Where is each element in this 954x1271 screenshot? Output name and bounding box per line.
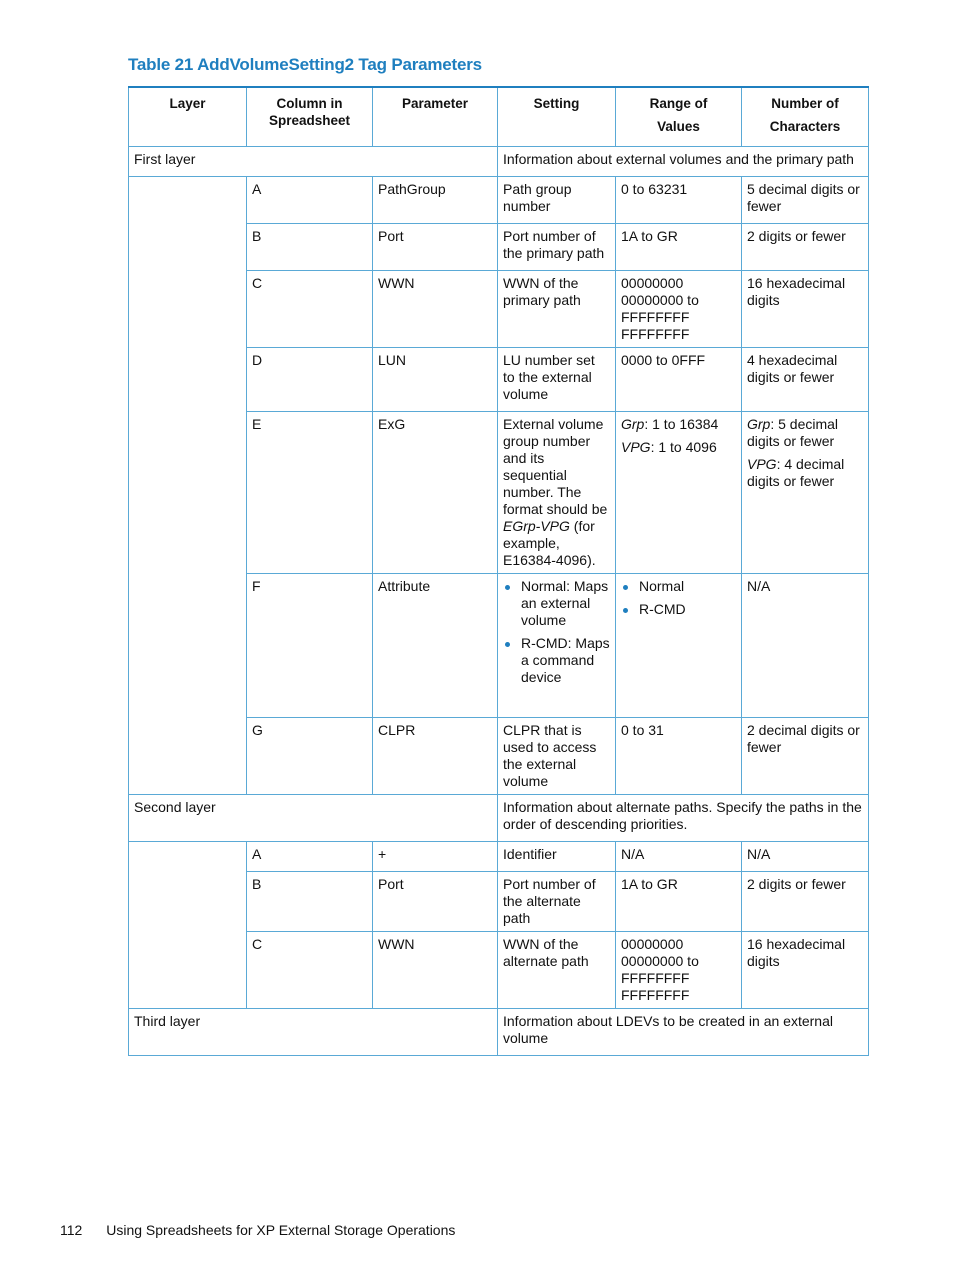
cell-column: C [247, 271, 373, 348]
table-row [129, 842, 869, 872]
chars-grp [747, 416, 863, 450]
cell-column: D [247, 348, 373, 412]
layer-row-second [129, 795, 869, 842]
cell-range: 0000 to 0FFF [616, 348, 742, 412]
header-range-line2: Values [657, 119, 700, 134]
range-list [621, 578, 736, 618]
header-layer: Layer [129, 87, 247, 147]
layer-row-third [129, 1009, 869, 1056]
header-column [247, 87, 373, 147]
chars-vpg [747, 456, 863, 490]
cell-column: A [247, 842, 373, 872]
chars-grp-label: Grp [747, 416, 771, 432]
cell-parameter: ExG [373, 412, 498, 574]
cell-range: N/A [616, 842, 742, 872]
range-vpg-value: : 1 to 4096 [650, 439, 717, 455]
cell-setting: WWN of the alternate path [498, 932, 616, 1009]
cell-range: 0 to 63231 [616, 177, 742, 224]
table-row [129, 177, 869, 224]
header-row [129, 87, 869, 147]
cell-parameter: PathGroup [373, 177, 498, 224]
header-parameter: Parameter [373, 87, 498, 147]
cell-column: C [247, 932, 373, 1009]
cell-characters: 16 hexadecimal digits [742, 932, 869, 1009]
cell-parameter: Port [373, 872, 498, 932]
range-vpg-label: VPG [621, 439, 651, 455]
cell-column: E [247, 412, 373, 574]
cell-characters: N/A [742, 574, 869, 718]
list-item: Normal: Maps an external volume [521, 578, 609, 628]
layer-label-second: Second layer [129, 795, 498, 842]
header-range [616, 87, 742, 147]
setting-text-b: (for example, E16384-4096). [503, 518, 596, 568]
cell-setting: Port number of the alternate path [498, 872, 616, 932]
layer-info-third: Information about LDEVs to be created in an external volume [498, 1009, 869, 1056]
header-column-line2: Spreadsheet [268, 113, 351, 128]
cell-parameter: + [373, 842, 498, 872]
list-item: R-CMD: Maps a command device [521, 635, 610, 685]
layer-label-third: Third layer [129, 1009, 498, 1056]
cell-column: A [247, 177, 373, 224]
cell-characters: 4 hexadecimal digits or fewer [742, 348, 869, 412]
layer-label-first: First layer [129, 147, 498, 177]
range-grp-label: Grp [621, 416, 645, 432]
cell-range: 1A to GR [616, 224, 742, 271]
header-number-line1: Number of [771, 96, 839, 111]
layer-info-second: Information about alternate paths. Specify the paths in the order of descending priorities. [498, 795, 869, 842]
cell-characters: 2 digits or fewer [742, 224, 869, 271]
cell-setting: CLPR that is used to access the external volume [498, 718, 616, 795]
layer-row-first [129, 147, 869, 177]
cell-parameter: CLPR [373, 718, 498, 795]
cell-characters: 16 hexadecimal digits [742, 271, 869, 348]
cell-parameter: Attribute [373, 574, 498, 718]
list-item: R-CMD [639, 601, 736, 618]
cell-range [616, 412, 742, 574]
footer-text: Using Spreadsheets for XP External Storage Operations [106, 1222, 456, 1238]
setting-format-em: EGrp-VPG [503, 518, 570, 534]
cell-column: B [247, 872, 373, 932]
cell-setting: Identifier [498, 842, 616, 872]
cell-characters: N/A [742, 842, 869, 872]
cell-characters [742, 412, 869, 574]
cell-range: 00000000 00000000 to FFFFFFFF FFFFFFFF [616, 932, 742, 1009]
range-grp-value: : 1 to 16384 [644, 416, 719, 432]
cell-range [616, 574, 742, 718]
cell-setting: LU number set to the external volume [498, 348, 616, 412]
cell-range: 00000000 00000000 to FFFFFFFF FFFFFFFF [616, 271, 742, 348]
cell-column: F [247, 574, 373, 718]
table-caption: Table 21 AddVolumeSetting2 Tag Parameters [128, 55, 482, 74]
header-number [742, 87, 869, 147]
cell-characters: 2 decimal digits or fewer [742, 718, 869, 795]
cell-range: 0 to 31 [616, 718, 742, 795]
cell-column: G [247, 718, 373, 795]
cell-setting [498, 412, 616, 574]
parameters-table [128, 86, 869, 1056]
cell-parameter: LUN [373, 348, 498, 412]
header-column-line1: Column in [276, 96, 343, 111]
cell-column: B [247, 224, 373, 271]
cell-parameter: Port [373, 224, 498, 271]
setting-list [503, 578, 610, 686]
cell-parameter: WWN [373, 271, 498, 348]
chars-grp-value: : 5 decimal digits or fewer [747, 416, 839, 449]
layer-spacer-first [129, 177, 247, 795]
range-grp [621, 416, 736, 433]
setting-text-a: External volume group number and its sequential number. The format should be [503, 416, 608, 517]
range-vpg [621, 439, 736, 456]
cell-parameter: WWN [373, 932, 498, 1009]
cell-characters: 2 digits or fewer [742, 872, 869, 932]
header-setting: Setting [498, 87, 616, 147]
chars-vpg-value: : 4 decimal digits or fewer [747, 456, 845, 489]
cell-setting: WWN of the primary path [498, 271, 616, 348]
cell-setting: Port number of the primary path [498, 224, 616, 271]
cell-characters: 5 decimal digits or fewer [742, 177, 869, 224]
cell-setting: Path group number [498, 177, 616, 224]
header-range-line1: Range of [649, 96, 708, 111]
cell-setting [498, 574, 616, 718]
page-footer [60, 1222, 455, 1238]
layer-spacer-second [129, 842, 247, 1009]
list-item: Normal [639, 578, 736, 595]
header-number-line2: Characters [769, 119, 841, 134]
layer-info-first: Information about external volumes and the primary path [498, 147, 869, 177]
chars-vpg-label: VPG [747, 456, 777, 472]
page-number: 112 [60, 1222, 83, 1238]
cell-range: 1A to GR [616, 872, 742, 932]
